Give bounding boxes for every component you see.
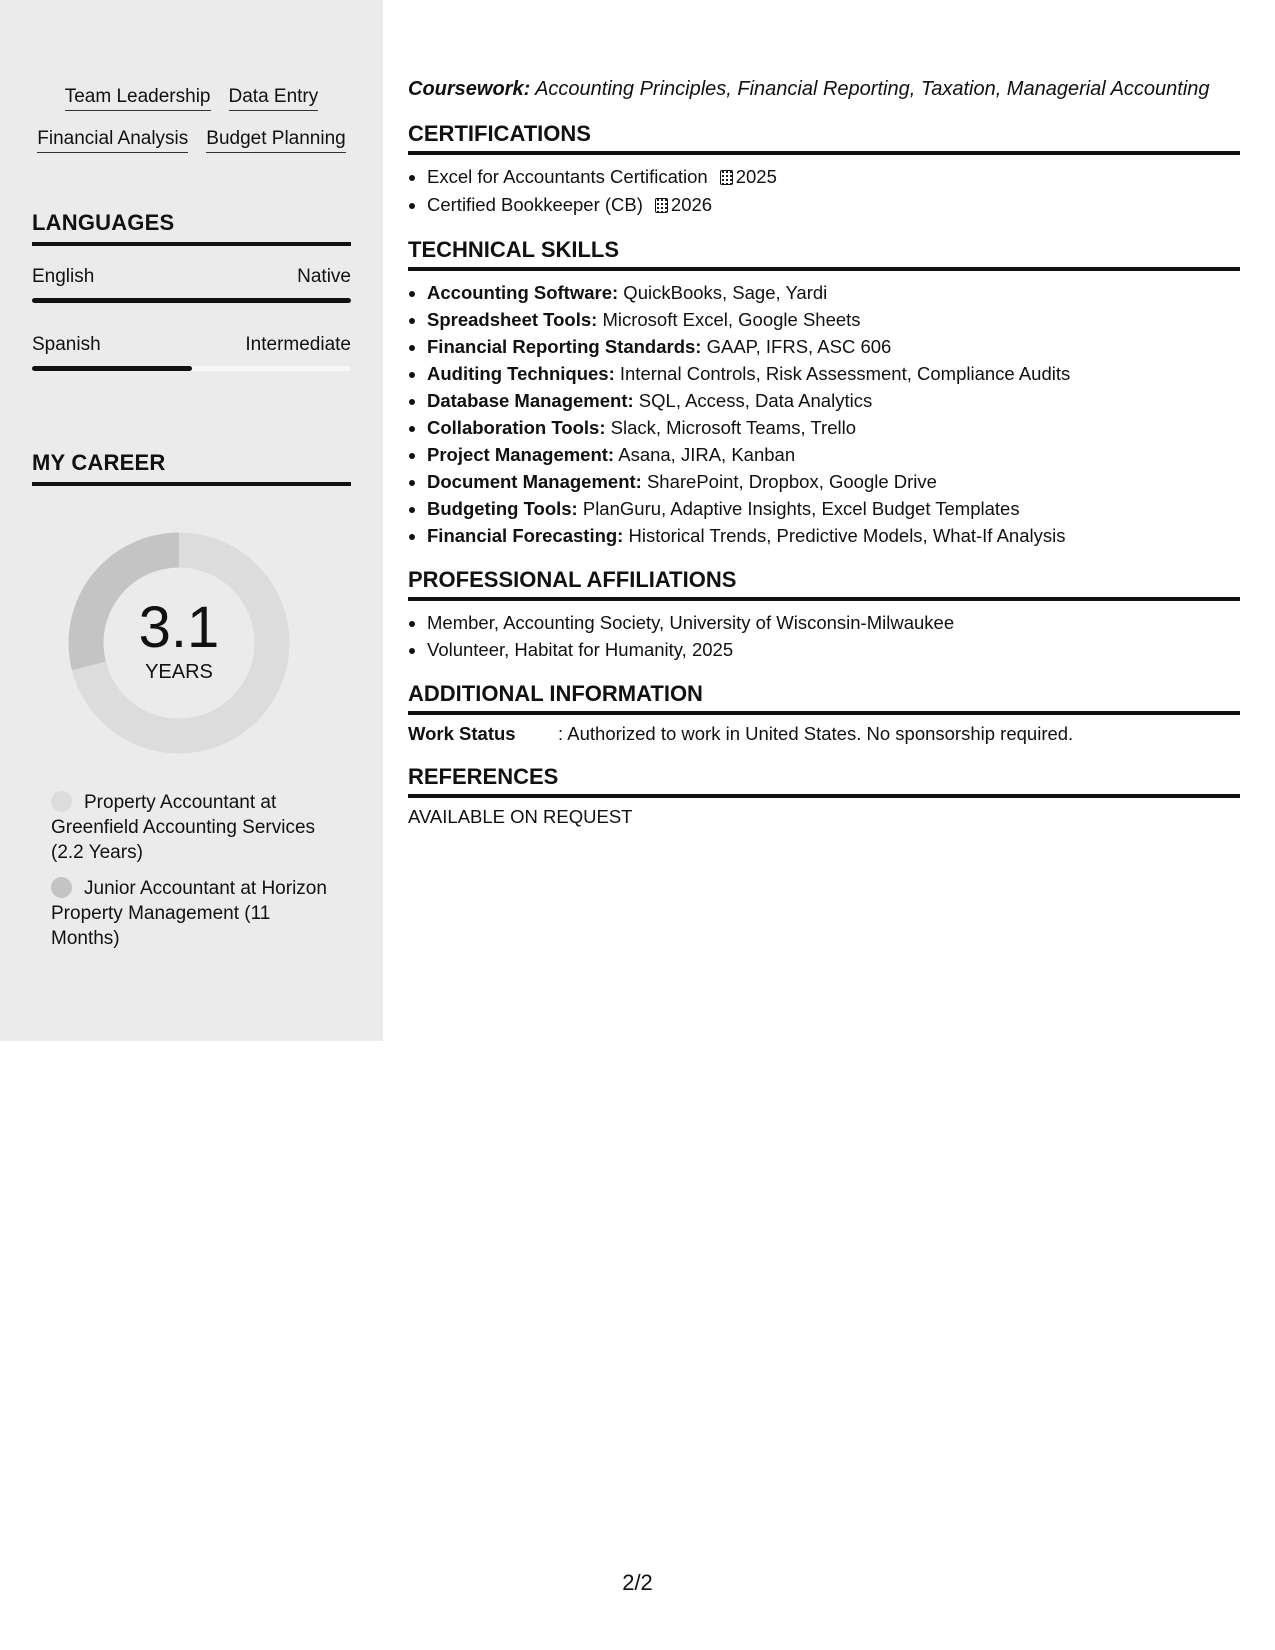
- sidebar: [0, 0, 383, 1041]
- calendar-icon: [720, 170, 733, 185]
- skill-value: PlanGuru, Adaptive Insights, Excel Budget Templates: [577, 498, 1020, 519]
- list-item: [427, 441, 1240, 468]
- skill-label: Project Management:: [427, 444, 615, 465]
- skill-value: Microsoft Excel, Google Sheets: [597, 309, 861, 330]
- certifications-list: [408, 163, 1240, 219]
- coursework-text: Accounting Principles, Financial Reporting, Taxation, Managerial Accounting: [530, 78, 1210, 100]
- additional-info-heading: ADDITIONAL INFORMATION: [408, 681, 1240, 715]
- career-item-text: Junior Accountant at Horizon Property Management (11 Months): [51, 878, 327, 949]
- coursework-label: Coursework:: [408, 78, 531, 100]
- skill-tag: Team Leadership: [65, 86, 211, 111]
- list-item: • Member, Accounting Society, University of Wisconsin-Milwaukee: [427, 609, 1240, 636]
- skill-label: Collaboration Tools:: [427, 417, 606, 438]
- career-dot: [51, 791, 72, 812]
- affiliations-heading: PROFESSIONAL AFFILIATIONS: [408, 567, 1240, 601]
- career-item: [51, 790, 331, 865]
- technical-skills-heading: TECHNICAL SKILLS: [408, 237, 1240, 271]
- skill-value: Internal Controls, Risk Assessment, Compliance Audits: [614, 363, 1071, 384]
- skill-tag: Budget Planning: [206, 128, 345, 153]
- references-text: AVAILABLE ON REQUEST: [408, 806, 633, 827]
- skills-row: [0, 86, 383, 111]
- work-status-label: Work Status: [408, 723, 516, 744]
- skill-value: SQL, Access, Data Analytics: [633, 390, 873, 411]
- skill-label: Database Management:: [427, 390, 634, 411]
- main-content: [408, 78, 1240, 828]
- skill-tag: Financial Analysis: [37, 128, 188, 153]
- technical-skills-list: [408, 279, 1240, 549]
- skill-label: Document Management:: [427, 471, 642, 492]
- skill-label: Budgeting Tools:: [427, 498, 578, 519]
- languages-heading: LANGUAGES: [32, 210, 351, 246]
- list-item: [427, 414, 1240, 441]
- language-bar: [32, 366, 351, 371]
- skill-value: Slack, Microsoft Teams, Trello: [605, 417, 856, 438]
- career-years-unit: YEARS: [145, 661, 213, 683]
- career-item: [51, 876, 331, 951]
- skill-value: SharePoint, Dropbox, Google Drive: [641, 471, 937, 492]
- list-item: [427, 387, 1240, 414]
- page-number: 2/2: [622, 1570, 653, 1595]
- skill-tag: Data Entry: [229, 86, 319, 111]
- list-item: [427, 360, 1240, 387]
- language-name: Spanish: [32, 334, 101, 355]
- skill-label: Auditing Techniques:: [427, 363, 615, 384]
- references-heading: REFERENCES: [408, 764, 1240, 798]
- list-item: • Volunteer, Habitat for Humanity, 2025: [427, 636, 1240, 663]
- skills-tags: [0, 86, 383, 170]
- language-level: Native: [297, 266, 351, 287]
- list-item: [427, 522, 1240, 549]
- career-total: [66, 530, 292, 756]
- list-item: [427, 306, 1240, 333]
- list-item: [427, 279, 1240, 306]
- language-bar-fill: [32, 366, 192, 371]
- language-bar-fill: [32, 298, 351, 303]
- skill-label: Accounting Software:: [427, 282, 619, 303]
- calendar-icon: [655, 198, 668, 213]
- certifications-heading: CERTIFICATIONS: [408, 121, 1240, 155]
- career-donut: [66, 530, 292, 756]
- list-item: [427, 468, 1240, 495]
- certification-name: Excel for Accountants Certification: [427, 166, 708, 187]
- skill-value: Historical Trends, Predictive Models, What-If Analysis: [623, 525, 1066, 546]
- work-status-value: : Authorized to work in United States. No sponsorship required.: [558, 723, 1074, 744]
- certification-year: 2025: [735, 166, 777, 187]
- coursework: [408, 78, 1240, 101]
- career-item-text: Property Accountant at Greenfield Accounting Services (2.2 Years): [51, 792, 316, 863]
- list-item: [427, 163, 1240, 191]
- language-row: [32, 266, 351, 288]
- list-item: [427, 191, 1240, 219]
- language-row: [32, 334, 351, 356]
- skill-value: QuickBooks, Sage, Yardi: [618, 282, 828, 303]
- affiliations-list: [408, 609, 1240, 663]
- language-bar: [32, 298, 351, 303]
- language-level: Intermediate: [245, 334, 351, 355]
- career-heading: MY CAREER: [32, 450, 351, 486]
- certification-year: 2026: [670, 194, 713, 215]
- skill-label: Spreadsheet Tools:: [427, 309, 598, 330]
- skill-label: Financial Reporting Standards:: [427, 336, 702, 357]
- skills-row: [0, 128, 383, 153]
- certification-name: Certified Bookkeeper (CB): [427, 194, 643, 215]
- career-years-value: 3.1: [138, 595, 220, 660]
- skill-value: GAAP, IFRS, ASC 606: [701, 336, 892, 357]
- skill-value: Asana, JIRA, Kanban: [614, 444, 796, 465]
- language-name: English: [32, 266, 95, 287]
- career-dot: [51, 877, 72, 898]
- work-status: [408, 723, 1240, 745]
- list-item: [427, 495, 1240, 522]
- skill-label: Financial Forecasting:: [427, 525, 624, 546]
- list-item: [427, 333, 1240, 360]
